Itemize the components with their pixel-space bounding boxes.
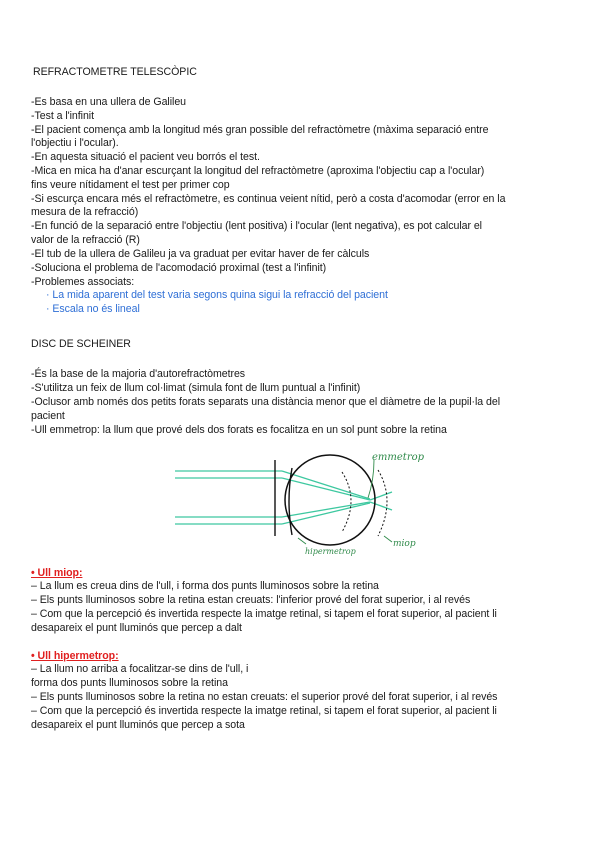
text-line: -En aquesta situació el pacient veu borrós el test. bbox=[31, 151, 260, 163]
text-line: -Mica en mica ha d'anar escurçant la longitud del refractòmetre (aproxima l'objectiu cap a l'ocular) bbox=[31, 165, 485, 177]
text-line: desapareix el punt lluminós que percep a dalt bbox=[31, 622, 242, 634]
pointer-emmetrop bbox=[368, 460, 374, 498]
problem-item: · Escala no és lineal bbox=[46, 303, 140, 315]
scheiner-disc-diagram bbox=[160, 444, 460, 558]
text-line: -Es basa en una ullera de Galileu bbox=[31, 96, 187, 108]
text-line: desapareix el punt lluminós que percep a sota bbox=[31, 719, 245, 731]
text-line: -Test a l'infinit bbox=[31, 110, 94, 122]
text-line: – La llum es creua dins de l'ull, i forma dos punts lluminosos sobre la retina bbox=[31, 580, 379, 592]
text-line: – Els punts lluminosos sobre la retina estan creuats: l'inferior prové del forat superior, i al revés bbox=[31, 594, 471, 606]
text-line: -El tub de la ullera de Galileu ja va graduat per evitar haver de fer càlculs bbox=[31, 248, 370, 260]
text-line: -Ull emmetrop: la llum que prové dels dos forats es focalitza en un sol punt sobre la retina bbox=[31, 424, 447, 436]
text-line: pacient bbox=[31, 410, 65, 422]
heading-ull-miop: • Ull miop: bbox=[31, 567, 83, 579]
text-line: -Problemes associats: bbox=[31, 276, 135, 288]
text-line: – Els punts lluminosos sobre la retina no estan creuats: el superior prové del forat superior, i al revés bbox=[31, 691, 498, 703]
pointer-hipermetrop bbox=[298, 538, 306, 544]
retina-miop bbox=[342, 472, 351, 532]
text-line: fins veure nítidament el test per primer cop bbox=[31, 179, 230, 191]
text-line: -Soluciona el problema de l'acomodació proximal (test a l'infinit) bbox=[31, 262, 327, 274]
text-line: -Oclusor amb només dos petits forats separats una distància menor que el diàmetre de la pupil·la del bbox=[31, 396, 501, 408]
text-line: -El pacient comença amb la longitud més gran possible del refractòmetre (màxima separació entre bbox=[31, 124, 489, 136]
label-emmetrop: emmetrop bbox=[372, 452, 425, 463]
section-title-scheiner: DISC DE SCHEINER bbox=[31, 338, 131, 350]
label-hipermetrop: hipermetrop bbox=[305, 547, 356, 556]
problem-item: · La mida aparent del test varia segons quina sigui la refracció del pacient bbox=[46, 289, 388, 301]
text-line: -És la base de la majoria d'autorefractòmetres bbox=[31, 368, 246, 380]
section-title-refractometre: REFRACTOMETRE TELESCÒPIC bbox=[33, 66, 197, 78]
text-line: -Si escurça encara més el refractòmetre, es continua veient nítid, però a costa d'acomodar (error en la bbox=[31, 193, 506, 205]
text-line: -S'utilitza un feix de llum col·limat (simula font de llum puntual a l'infinit) bbox=[31, 382, 361, 394]
text-line: – Com que la percepció és invertida respecte la imatge retinal, si tapem el forat superior, al pacient li bbox=[31, 608, 497, 620]
light-rays bbox=[175, 471, 392, 524]
label-miop: miop bbox=[393, 539, 416, 549]
eye-globe bbox=[285, 455, 375, 545]
pointer-miop bbox=[384, 536, 392, 542]
text-line: forma dos punts lluminosos sobre la retina bbox=[31, 677, 228, 689]
text-line: l'objectiu i l'ocular). bbox=[31, 137, 119, 149]
text-line: -En funció de la separació entre l'objectiu (lent positiva) i l'ocular (lent negativa), es pot calcular el bbox=[31, 220, 482, 232]
heading-ull-hipermetrop: • Ull hipermetrop: bbox=[31, 650, 119, 662]
text-line: – La llum no arriba a focalitzar-se dins de l'ull, i bbox=[31, 663, 249, 675]
text-line: mesura de la refracció) bbox=[31, 206, 139, 218]
text-line: valor de la refracció (R) bbox=[31, 234, 140, 246]
retina-hipermetrop bbox=[378, 470, 387, 536]
text-line: – Com que la percepció és invertida respecte la imatge retinal, si tapem el forat superior, al pacient li bbox=[31, 705, 497, 717]
